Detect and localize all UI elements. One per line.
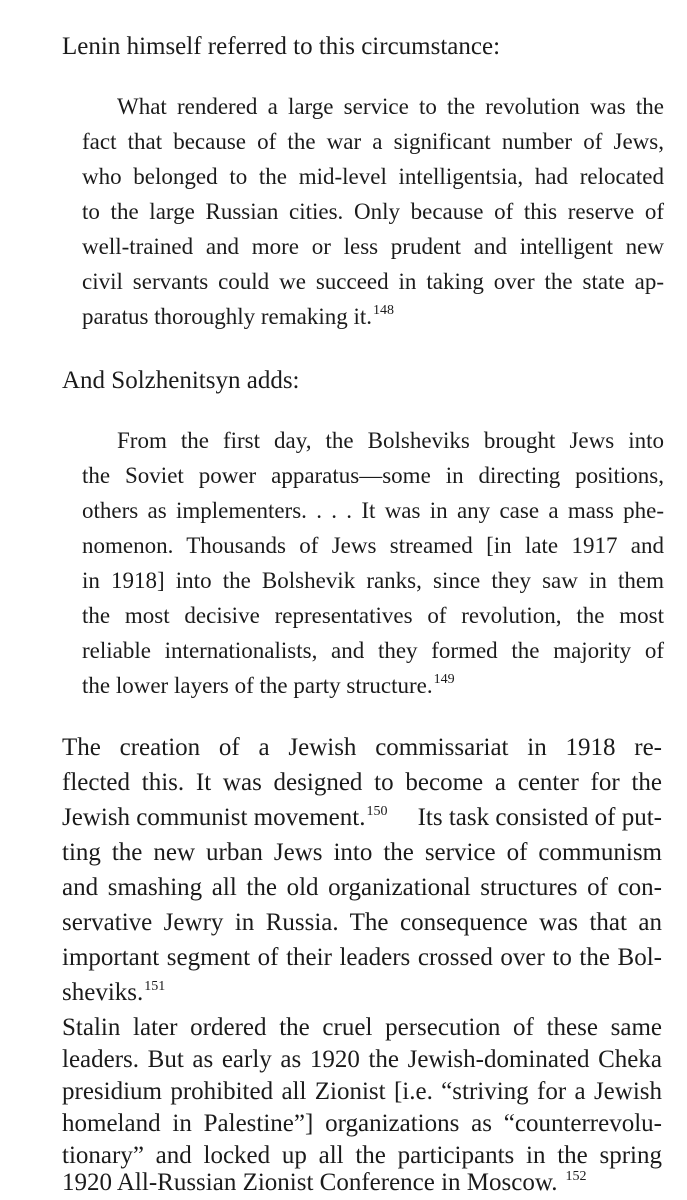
body-line: Stalin later ordered the cruel persecution of these same [62, 1014, 662, 1041]
body-line: and smashing all the old organizational structures of con- [62, 874, 662, 901]
body-text: sheviks. [62, 979, 144, 1006]
body-text: 1920 All-Russian Zionist Conference in Moscow. [62, 1169, 558, 1196]
footnote-ref: 148 [373, 303, 394, 318]
footnote-ref: 150 [366, 804, 388, 819]
intro-lenin: Lenin himself referred to this circumstance: [62, 33, 501, 60]
body-line: important segment of their leaders crossed over to the Bol- [62, 944, 662, 971]
body-line: The creation of a Jewish commissariat in 1918 re- [62, 734, 662, 761]
body-line: tionary” and locked up all the participants in the spring [62, 1142, 662, 1169]
quote-line: who belonged to the mid-level intelligentsia, had relocated [82, 164, 664, 189]
quote-line: well-trained and more or less prudent and intelligent new [82, 234, 664, 259]
quote-line-last [82, 671, 455, 701]
quote-line: others as implementers. . . . It was in any case a mass phe- [82, 498, 664, 523]
footnote-ref: 151 [144, 979, 166, 994]
quote-line: the Soviet power apparatus—some in directing positions, [82, 463, 664, 488]
quote-line: fact that because of the war a significant number of Jews, [82, 129, 664, 154]
body-line-last [62, 978, 165, 1008]
footnote-ref: 149 [433, 672, 455, 687]
quote-line: nomenon. Thousands of Jews streamed [in late 1917 and [82, 533, 664, 558]
footnote-ref: 152 [565, 1169, 587, 1184]
body-line-with-note [62, 803, 662, 833]
body-line: leaders. But as early as 1920 the Jewish-dominated Cheka [62, 1046, 662, 1073]
body-line: ting the new urban Jews into the service of communism [62, 839, 662, 866]
body-line: homeland in Palestine”] organizations as “counterrevolu- [62, 1110, 662, 1137]
quote-line: civil servants could we succeed in taking over the state ap- [82, 269, 664, 294]
quote-text: the lower layers of the party structure. [82, 673, 433, 698]
quote-line-last [82, 302, 394, 332]
body-line: flected this. It was designed to become a center for the [62, 769, 662, 796]
body-line-last [62, 1168, 587, 1198]
body-text: Jewish communist movement. [62, 804, 366, 831]
quote-line: reliable internationalists, and they formed the majority of [82, 638, 664, 663]
quote-line: What rendered a large service to the revolution was the [117, 94, 664, 119]
intro-solzhenitsyn: And Solzhenitsyn adds: [62, 367, 300, 394]
quote-text: paratus thoroughly remaking it. [82, 304, 372, 329]
quote-line: to the large Russian cities. Only because of this reserve of [82, 199, 664, 224]
body-text: Its task consisted of put- [417, 804, 662, 831]
quote-line: in 1918] into the Bolshevik ranks, since they saw in them [82, 568, 664, 593]
body-line: presidium prohibited all Zionist [i.e. “striving for a Jewish [62, 1078, 662, 1105]
quote-line: From the first day, the Bolsheviks brought Jews into [117, 428, 664, 453]
quote-line: the most decisive representatives of revolution, the most [82, 603, 664, 628]
body-line: servative Jewry in Russia. The consequence was that an [62, 909, 662, 936]
